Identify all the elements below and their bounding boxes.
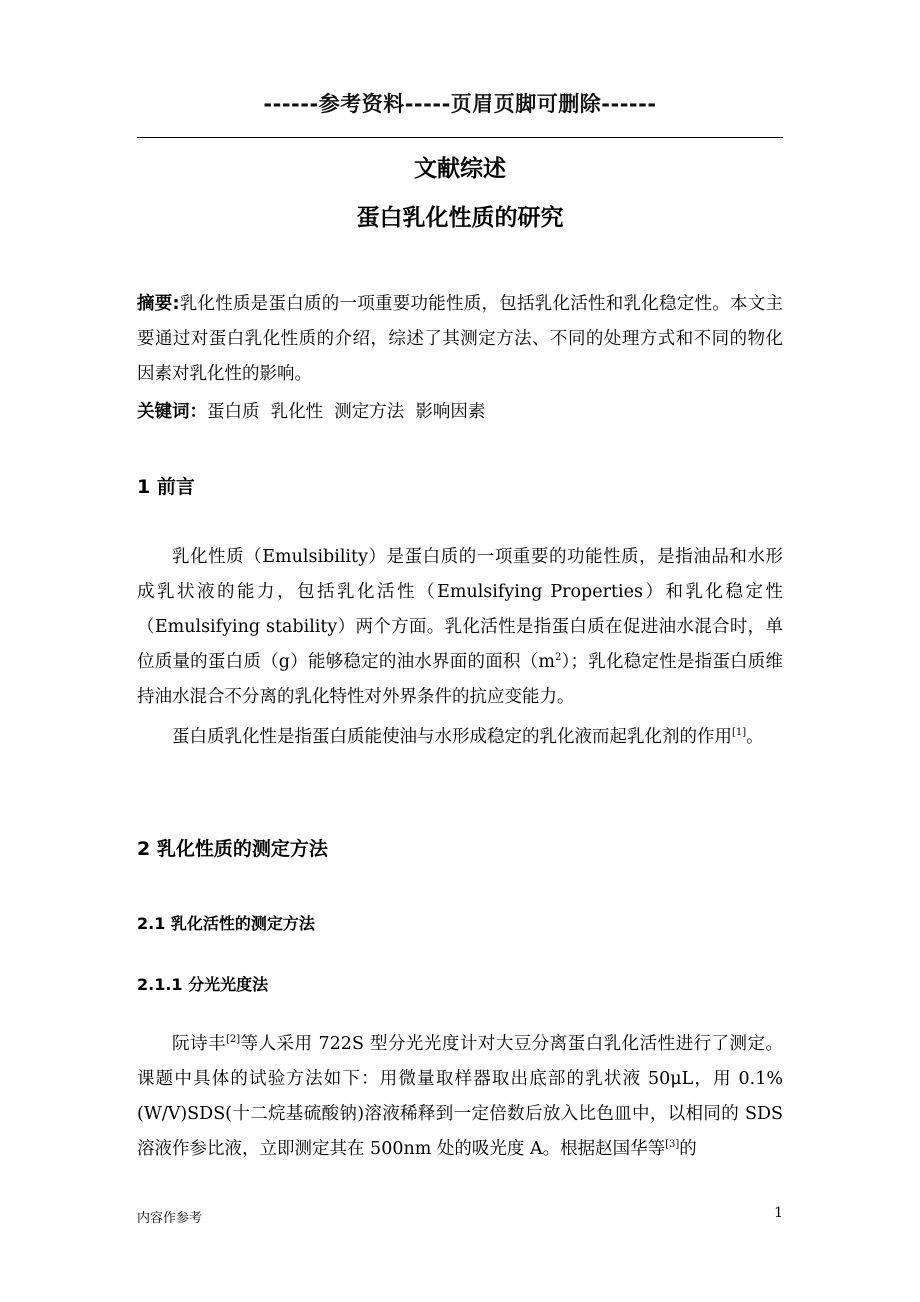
page-number: 1 bbox=[774, 1205, 783, 1221]
keywords-label: 关键词： bbox=[137, 402, 207, 422]
page-header: ------参考资料-----页眉页脚可删除------ bbox=[263, 92, 657, 116]
para-text: ）；乳化稳定性是指蛋白质维持油水混合不分离的乳化特性对外界条件的抗应变能力。 bbox=[137, 652, 784, 707]
doc-subtitle: 蛋白乳化性质的研究 bbox=[356, 205, 564, 231]
section-1-para-1 bbox=[137, 540, 783, 715]
citation-ref: [3] bbox=[665, 1139, 680, 1151]
footer-note: 内容作参考 bbox=[137, 1211, 203, 1226]
section-1-para-2 bbox=[137, 720, 783, 755]
header-rule bbox=[137, 137, 783, 138]
abstract bbox=[137, 287, 783, 392]
citation-ref: [1] bbox=[732, 727, 747, 739]
section-2-1-heading: 2.1 乳化活性的测定方法 bbox=[137, 914, 315, 933]
superscript: 2 bbox=[554, 652, 562, 664]
section-1-heading: 1 前言 bbox=[137, 476, 195, 498]
doc-title: 文献综述 bbox=[414, 156, 506, 182]
para-text: 。 bbox=[746, 727, 764, 747]
section-2-1-1-para bbox=[137, 1027, 783, 1167]
keywords-text: 蛋白质 乳化性 测定方法 影响因素 bbox=[207, 402, 486, 422]
para-text: 阮诗丰 bbox=[172, 1034, 226, 1054]
para-text: 蛋白质乳化性是指蛋白质能使油与水形成稳定的乳化液而起乳化剂的作用 bbox=[172, 727, 732, 747]
abstract-label: 摘要: bbox=[137, 294, 180, 314]
para-text: 的 bbox=[679, 1139, 697, 1159]
para-text: 乳化性质（Emulsibility）是蛋白质的一项重要的功能性质，是指油品和水形成乳状液的能力，包括乳化活性（Emulsifying Properties）和乳化稳定性（Emulsifying stability）两个方面。乳化活性是指蛋白质在促进油水混合时，单位质量的蛋白质（g）能够稳定的油水界面的面积（m bbox=[137, 547, 783, 672]
citation-ref: [2] bbox=[225, 1034, 241, 1046]
section-2-1-1-heading: 2.1.1 分光光度法 bbox=[137, 975, 269, 994]
section-2-heading: 2 乳化性质的测定方法 bbox=[137, 838, 328, 860]
abstract-text: 乳化性质是蛋白质的一项重要功能性质，包括乳化活性和乳化稳定性。本文主要通过对蛋白乳化性质的介绍，综述了其测定方法、不同的处理方式和不同的物化因素对乳化性的影响。 bbox=[137, 294, 783, 384]
para-text: 等人采用 722S 型分光光度计对大豆分离蛋白乳化活性进行了测定。课题中具体的试验方法如下：用微量取样器取出底部的乳状液 50μL，用 0.1%(W/V)SDS(十二烷基硫酸钠)溶液稀释到一定倍数后放入比色皿中，以相同的 SDS 溶液作参比液，立即测定其在 500nm 处的吸光度 A。根据赵国华等 bbox=[137, 1034, 784, 1159]
keywords bbox=[137, 395, 783, 430]
